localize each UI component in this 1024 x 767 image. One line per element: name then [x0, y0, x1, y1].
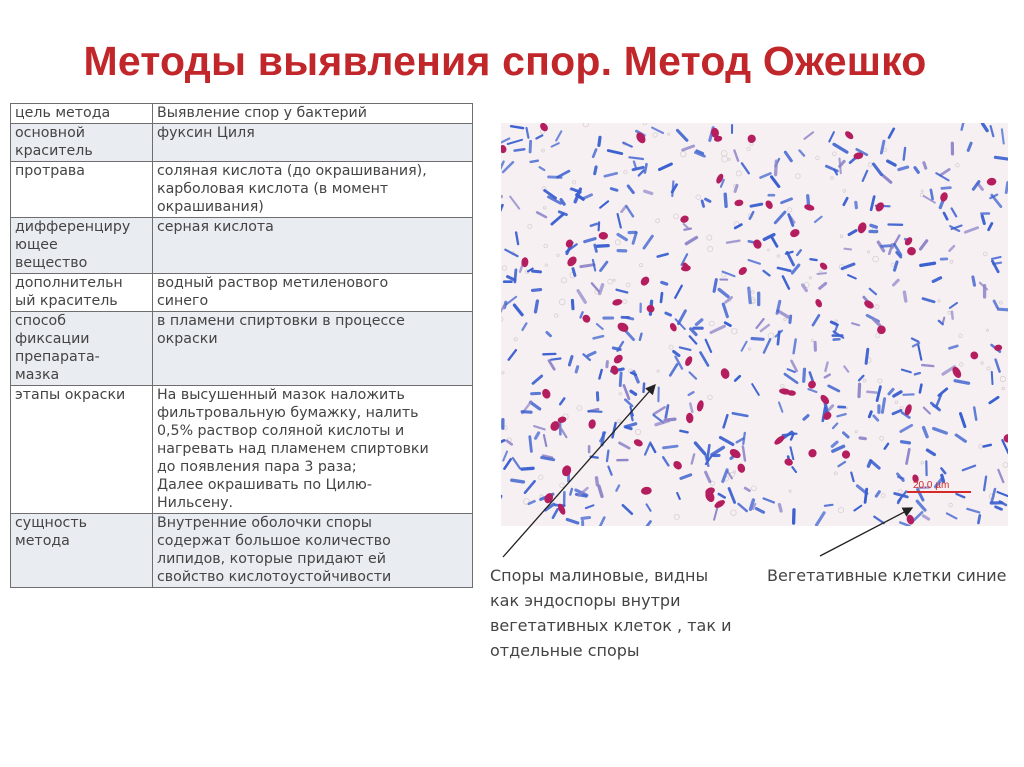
row-label-line: цель метода	[15, 105, 111, 121]
spores-caption-line: как эндоспоры внутри	[490, 591, 681, 610]
row-label-line: метода	[15, 533, 70, 549]
row-label-line: сущность	[15, 515, 87, 531]
row-label-line: основной	[15, 125, 85, 141]
row-value-line: до появления пара 3 раза;	[157, 459, 357, 475]
spores-caption-line: вегетативных клеток , так и	[490, 616, 732, 635]
row-value-line: На высушенный мазок наложить	[157, 387, 405, 403]
row-value-line: серная кислота	[157, 219, 274, 235]
row-label-line: мазка	[15, 367, 60, 383]
row-value-line: фильтровальную бумажку, налить	[157, 405, 419, 421]
row-value-line: фуксин Циля	[157, 125, 255, 141]
row-value-line: содержат большое количество	[157, 533, 391, 549]
row-value-line: 0,5% раствор соляной кислоты и	[157, 423, 405, 439]
row-label-line: препарата-	[15, 349, 100, 365]
row-label-line: протрава	[15, 163, 85, 179]
row-value-line: окраски	[157, 331, 218, 347]
row-value-line: Внутренние оболочки споры	[157, 515, 372, 531]
spores-caption	[490, 563, 731, 663]
vegetative-caption: Вегетативные клетки синие	[767, 566, 1007, 585]
row-label-line: дифференциру	[15, 219, 131, 235]
row-value-line: окрашивания)	[157, 199, 264, 215]
vegetative-arrow	[820, 508, 912, 556]
scale-bar-label: 20.0 µm	[913, 480, 950, 491]
spore-arrow	[503, 385, 655, 557]
row-value-line: карболовая кислота (в момент	[157, 181, 389, 197]
row-label-line: вещество	[15, 255, 88, 271]
row-value-line: нагревать над пламенем спиртовки	[157, 441, 429, 457]
row-value-line: Нильсену.	[157, 495, 234, 511]
row-value-line: Далее окрашивать по Цилю-	[157, 477, 372, 493]
row-label-line: дополнительн	[15, 275, 123, 291]
spores-caption-line: отдельные споры	[490, 641, 640, 660]
row-label-line: ющее	[15, 237, 58, 253]
row-value-line: водный раствор метиленового	[157, 275, 389, 291]
row-value-line: липидов, которые придают ей	[157, 551, 386, 567]
row-label-line: ый краситель	[15, 293, 118, 309]
row-label-line: этапы окраски	[15, 387, 126, 403]
slide-title: Методы выявления спор. Метод Ожешко	[83, 38, 927, 84]
row-value-line: синего	[157, 293, 209, 309]
row-value-line: Выявление спор у бактерий	[157, 105, 367, 121]
row-value-line: свойство кислотоустойчивости	[157, 569, 392, 585]
row-label-line: фиксации	[15, 331, 90, 347]
spores-caption-line: Споры малиновые, видны	[490, 566, 709, 585]
row-value-line: в пламени спиртовки в процессе	[157, 313, 405, 329]
row-label-line: краситель	[15, 143, 93, 159]
row-value-line: соляная кислота (до окрашивания),	[157, 163, 427, 179]
row-label-line: способ	[15, 313, 66, 329]
